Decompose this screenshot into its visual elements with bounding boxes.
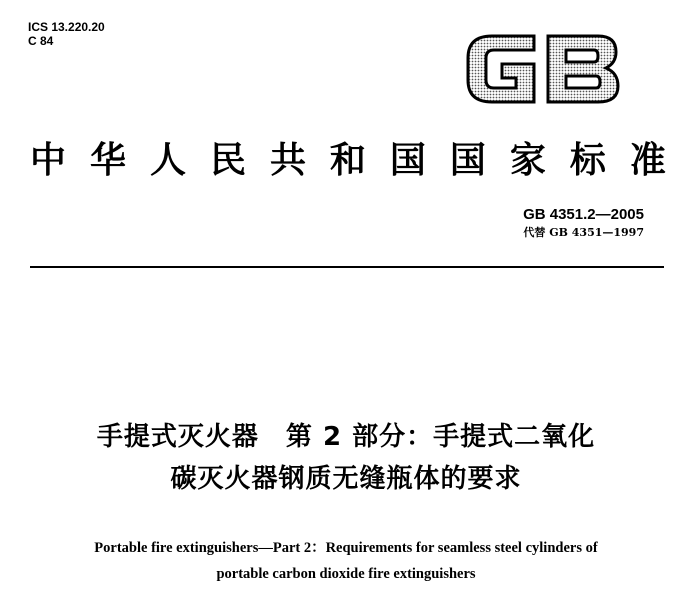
national-standard-title <box>30 138 666 182</box>
chinese-title-line-2: 碳灭火器钢质无缝瓶体的要求 <box>170 464 522 494</box>
title-char: 民 <box>209 139 246 181</box>
gb-logo <box>462 30 624 108</box>
title-char: 共 <box>269 139 306 181</box>
english-title-line-1: Portable fire extinguishers—Part 2：Requirements for seamless steel cylinders of <box>94 540 598 556</box>
ccs-code: C 84 <box>28 34 54 48</box>
classification-codes <box>28 20 105 48</box>
title-char: 家 <box>509 139 546 181</box>
title-char: 国 <box>449 139 486 181</box>
ics-code: ICS 13.220.20 <box>28 20 105 34</box>
gb-logo-g-letter <box>468 36 534 102</box>
title-char: 中 <box>30 139 67 181</box>
title-char: 国 <box>389 139 426 181</box>
chinese-title-line-1: 手提式灭火器 第 2 部分：手提式二氧化 <box>96 422 596 452</box>
title-char: 华 <box>89 139 126 181</box>
title-char: 和 <box>329 139 366 181</box>
title-char: 人 <box>149 139 186 181</box>
replaces-standard: 代替 GB 4351—1997 <box>523 226 644 239</box>
title-char: 准 <box>629 139 666 181</box>
title-char: 标 <box>569 139 606 181</box>
gb-logo-b-letter <box>548 36 618 102</box>
horizontal-rule <box>30 266 664 268</box>
english-title-line-2: portable carbon dioxide fire extinguishers <box>216 566 476 582</box>
standard-number: GB 4351.2—2005 <box>523 206 644 223</box>
